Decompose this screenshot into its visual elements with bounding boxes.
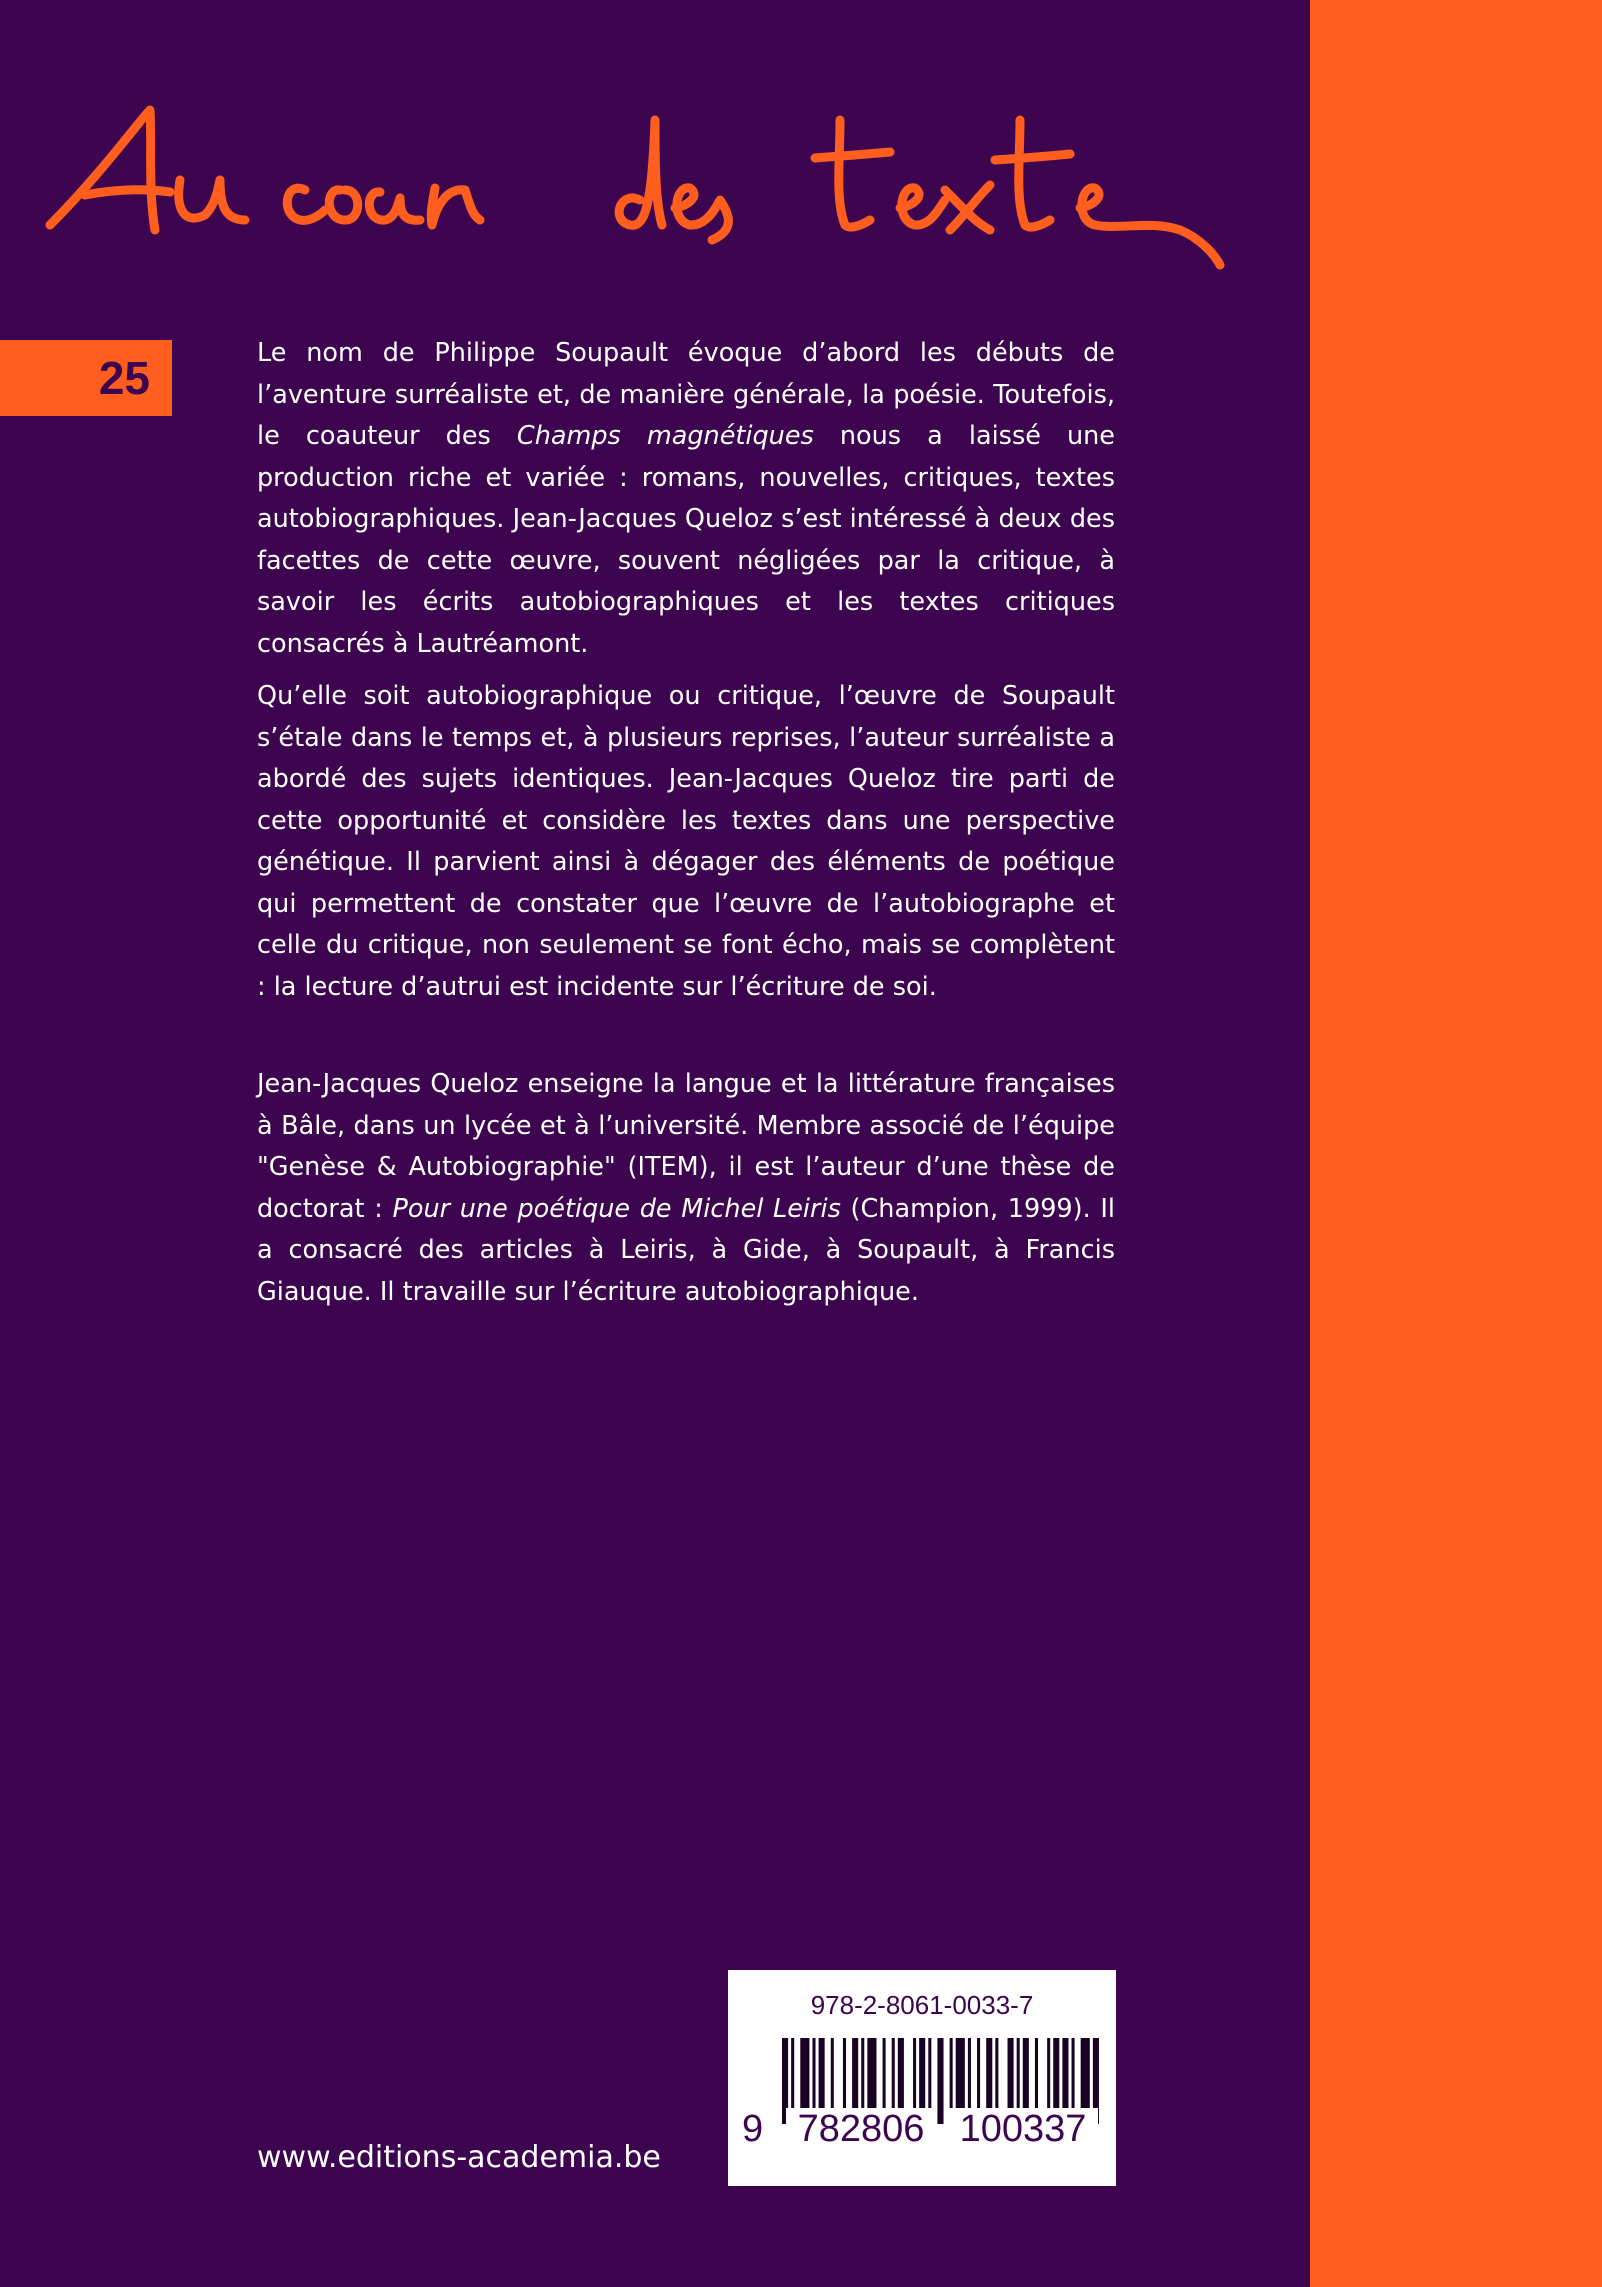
thesis-title: Pour une poétique de Michel Leiris [392, 1193, 841, 1224]
isbn-barcode [728, 1970, 1116, 2186]
author-bio: Jean-Jacques Queloz enseigne la langue et la littérature françaises à Bâle, dans un lycée et à l’université. Membre associé de l’équipe "Genèse & Autobiographie" (ITEM), il est l’auteur d’une thèse de doctorat : Pour une poétique de Michel Leiris (Champion, 1999). Il a consacré des articles à Leiris, à Gide, à Soupault, à Francis Giauque. Il travaille sur l’écriture autobiographique. [257, 1069, 1115, 1307]
description-paragraph-1: Le nom de Philippe Soupault évoque d’abord les débuts de l’aventure surréaliste et, de manière générale, la poésie. Toutefois, le coauteur des Champs magnétiques nous a laissé une production riche et variée : romans, nouvelles, critiques, textes autobiographiques. Jean-Jacques Queloz s’est intéressé à deux des facettes de cette œuvre, souvent négligées par la critique, à savoir les écrits autobiographiques et les textes critiques consacrés à Lautréamont. [257, 338, 1115, 659]
barcode-digits-left: 782806 [786, 2108, 936, 2151]
barcode-digits-right: 100337 [948, 2108, 1098, 2151]
description-text [257, 333, 1115, 1313]
description-paragraph-2: Qu’elle soit autobiographique ou critique, l’œuvre de Soupault s’étale dans le temps et, à plusieurs reprises, l’auteur surréaliste a abordé des sujets identiques. Jean-Jacques Queloz tire parti de cette opportunité et considère les textes dans une perspective génétique. Il parvient ainsi à dégager des éléments de poétique qui permettent de constater que l’œuvre de l’autobiographe et celle du critique, non seulement se font écho, mais se complètent : la lecture d’autrui est incidente sur l’écriture de soi. [257, 681, 1115, 1002]
book-title-champs-magnetiques: Champs magnétiques [516, 421, 814, 451]
isbn-number: 978-2-8061-0033-7 [810, 1990, 1034, 2020]
series-logo [40, 80, 1240, 280]
barcode-digits [742, 2108, 1112, 2151]
series-number-tab [0, 340, 172, 416]
series-number: 25 [98, 352, 150, 404]
publisher-website[interactable]: www.editions-academia.be [257, 2140, 661, 2175]
barcode-digit-first: 9 [742, 2108, 764, 2150]
orange-side-band [1310, 0, 1602, 2287]
